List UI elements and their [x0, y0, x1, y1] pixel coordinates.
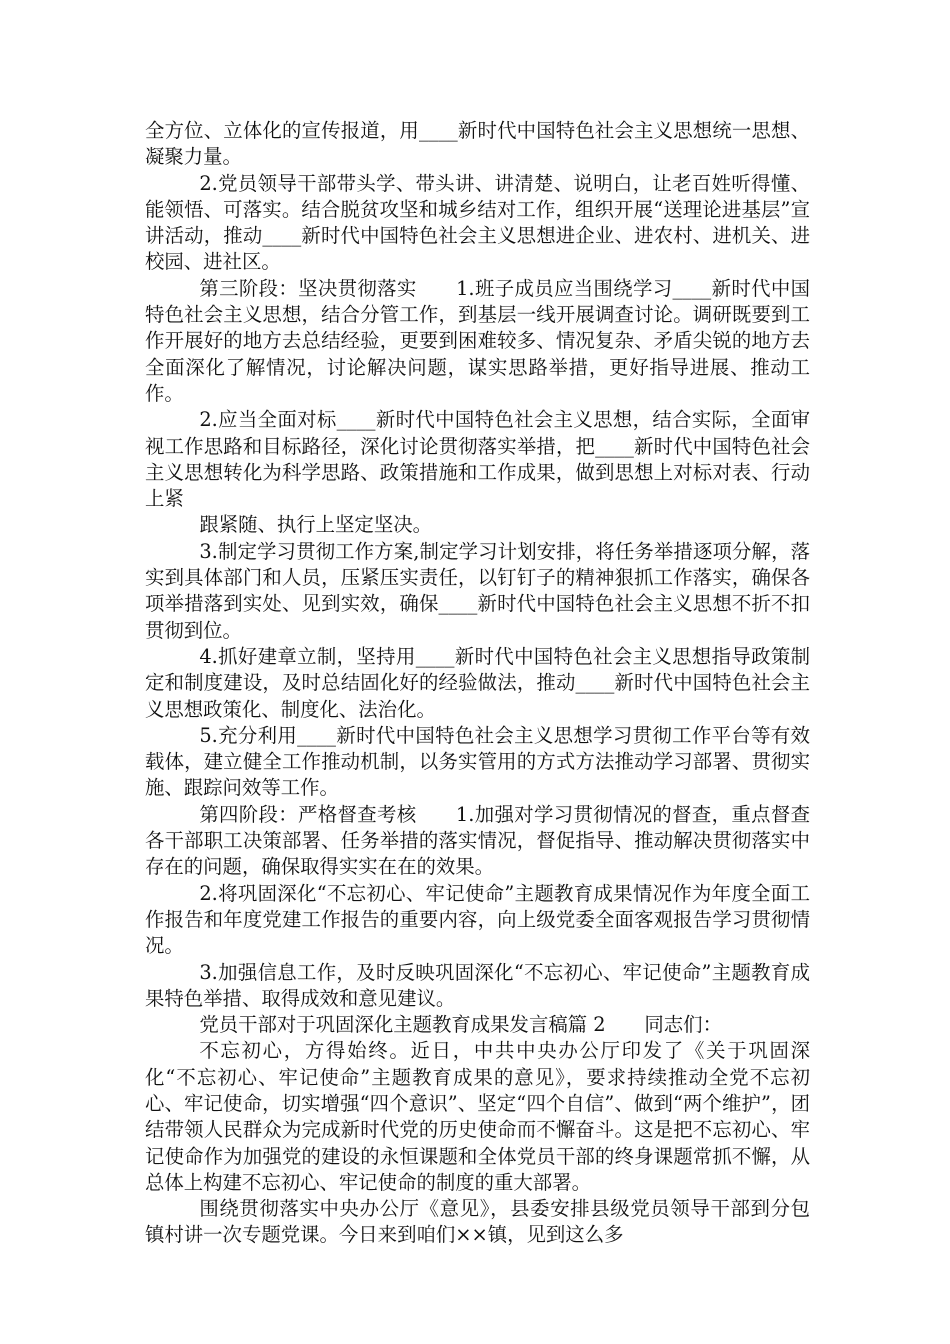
paragraph-10: 2.将巩固深化“不忘初心、牢记使命”主题教育成果情况作为年度全面工作报告和年度党建工作报告的重要内容，向上级党委全面客观报告学习贯彻情况。: [145, 881, 810, 958]
paragraph-1: 全方位、立体化的宣传报道，用____新时代中国特色社会主义思想统一思想、凝聚力量。: [145, 119, 810, 169]
paragraph-2: 2.党员领导干部带头学、带头讲、讲清楚、说明白，让老百姓听得懂、能领悟、可落实。结合脱贫攻坚和城乡结对工作，组织开展“送理论进基层”宣讲活动，推动____新时代中国特色社会主义思想进企业、进农村、进机关、进校园、进社区。: [145, 171, 810, 274]
paragraph-4: 2.应当全面对标____新时代中国特色社会主义思想，结合实际，全面审视工作思路和目标路径，深化讨论贯彻落实举措，把____新时代中国特色社会主义思想转化为科学思路、政策措施和工作成果，做到思想上对标对表、行动上紧: [145, 408, 810, 511]
section-heading-speech-2: 党员干部对于巩固深化主题教育成果发言稿篇 2 同志们：: [199, 1013, 722, 1037]
paragraph-3: 第三阶段：坚决贯彻落实 1.班子成员应当围绕学习____新时代中国特色社会主义思想，结合分管工作，到基层一线开展调查讨论。调研既要到工作开展好的地方去总结经验，更要到困难较多、情况复杂、矛盾尖锐的地方去全面深化了解情况，讨论解决问题，谋实思路举措，更好指导进展、推动工作。: [145, 276, 810, 405]
paragraph-5: 跟紧随、执行上坚定坚决。: [199, 513, 432, 537]
paragraph-8: 5.充分利用____新时代中国特色社会主义思想学习贯彻工作平台等有效载体，建立健全工作推动机制，以务实管用的方式方法推动学习部署、贯彻实施、跟踪问效等工作。: [145, 723, 810, 800]
paragraph-9: 第四阶段：严格督查考核 1.加强对学习贯彻情况的督查，重点督查各干部职工决策部署、任务举措的落实情况，督促指导、推动解决贯彻落实中存在的问题，确保取得实实在在的效果。: [145, 802, 810, 879]
paragraph-13: 不忘初心，方得始终。近日，中共中央办公厅印发了《关于巩固深化“不忘初心、牢记使命”主题教育成果的意见》，要求持续推动全党不忘初心、牢记使命，切实增强“四个意识”、坚定“四个自信”、做到“两个维护”，团结带领人民群众为完成新时代党的历史使命而不懈奋斗。这是把不忘初心、牢记使命作为加强党的建设的永恒课题和全体党员干部的终身课题常抓不懈，从总体上构建不忘初心、牢记使命的制度的重大部署。: [145, 1039, 810, 1194]
paragraph-6: 3.制定学习贯彻工作方案,制定学习计划安排，将任务举措逐项分解，落实到具体部门和人员，压紧压实责任，以钉钉子的精神狠抓工作落实，确保各项举措落到实处、见到实效，确保____新时代中国特色社会主义思想不折不扣贯彻到位。: [145, 539, 810, 642]
paragraph-14: 围绕贯彻落实中央办公厅《意见》，县委安排县级党员领导干部到分包镇村讲一次专题党课。今日来到咱们××镇，见到这么多: [145, 1197, 810, 1247]
document-page: [145, 118, 810, 1249]
paragraph-7: 4.抓好建章立制，坚持用____新时代中国特色社会主义思想指导政策制定和制度建设，及时总结固化好的经验做法，推动____新时代中国特色社会主义思想政策化、制度化、法治化。: [145, 644, 810, 721]
paragraph-11: 3.加强信息工作，及时反映巩固深化“不忘初心、牢记使命”主题教育成果特色举措、取得成效和意见建议。: [145, 960, 810, 1010]
